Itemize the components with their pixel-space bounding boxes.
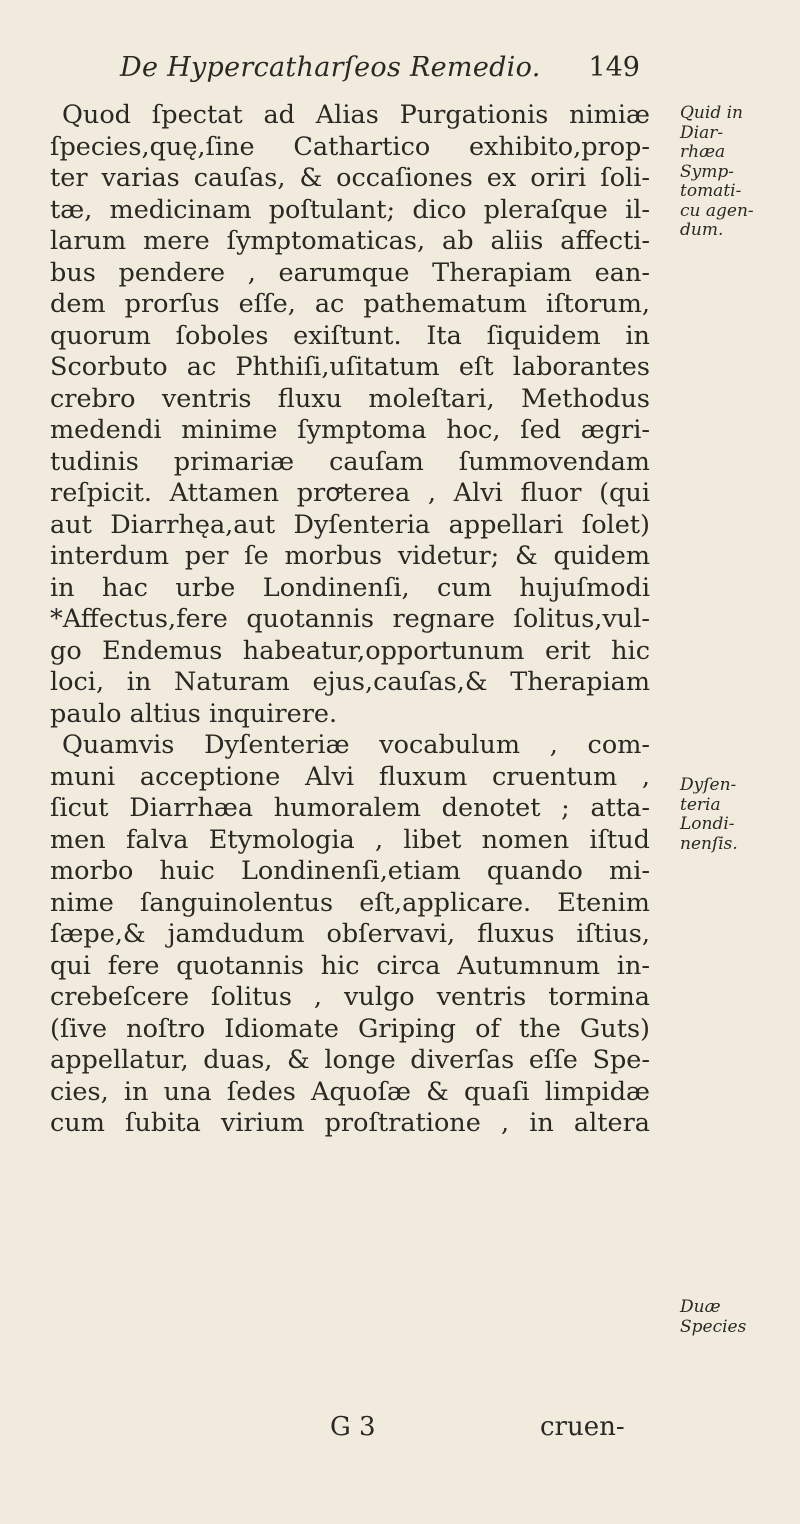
text-line: interdum per ſe morbus videtur; & quidem: [50, 541, 650, 571]
running-title: De Hypercatharſeos Remedio.: [120, 52, 541, 83]
text-line: Scorbuto ac Phthiſi,uſitatum eſt laborantes: [50, 352, 650, 382]
text-line: paulo altius inquirere.: [50, 698, 338, 729]
text-line: Quod ſpectat ad Alias Purgationis nimiæ: [62, 100, 650, 130]
margin-note-line: Diar-: [680, 122, 724, 143]
margin-note-line: Dyſen-: [680, 775, 737, 795]
text-line: dem prorſus eſſe, ac pathematum iſtorum,: [50, 289, 650, 319]
page-number: 149: [588, 52, 640, 83]
text-line: bus pendere , earumque Therapiam ean-: [50, 257, 650, 288]
text-line: tudinis primariæ cauſam ſummovendam: [50, 446, 650, 477]
text-line: Quamvis Dyſenteriæ vocabulum , com-: [62, 730, 650, 760]
text-line: nime ſanguinolentus eſt,applicare. Etenim: [50, 887, 650, 918]
text-line: cies, in una ſedes Aquoſæ & quaſi limpidæ: [50, 1076, 650, 1107]
margin-note-line: tomati-: [680, 181, 742, 201]
text-line: qui fere quotannis hic circa Autumnum in-: [50, 950, 650, 981]
text-line: larum mere ſymptomaticas, ab aliis affecti-: [50, 226, 650, 256]
running-head: [120, 52, 640, 92]
text-line: morbo huic Londinenſi,etiam quando mi-: [50, 856, 650, 886]
margin-note-dysenteria: [680, 776, 738, 854]
text-line: ſicut Diarrhæa humoralem denotet ; atta-: [50, 793, 650, 823]
page-footer: [0, 1412, 800, 1452]
signature-mark: G 3: [330, 1412, 376, 1442]
text-line: appellatur, duas, & longe diverſas eſſe Spe-: [50, 1045, 650, 1075]
text-line: crebro ventris fluxu moleſtari, Methodus: [50, 383, 650, 414]
body-text: [50, 100, 650, 1140]
text-line: quorum ſoboles exiſtunt. Ita ſiquidem in: [50, 320, 650, 351]
text-line: in hac urbe Londinenſi, cum hujuſmodi: [50, 572, 650, 603]
text-line: loci, in Naturam ejus,cauſas,& Therapiam: [50, 667, 650, 697]
catchword: cruen-: [540, 1412, 625, 1442]
margin-note-line: nenſis.: [680, 833, 738, 854]
margin-note-line: dum.: [680, 220, 724, 240]
text-line: ſæpe,& jamdudum obſervavi, fluxus iſtius,: [50, 919, 650, 949]
margin-note-line: Species: [680, 1316, 747, 1337]
margin-note-line: Londi-: [680, 814, 735, 834]
text-line: ſpecies,quę,ſine Cathartico exhibito,prop-: [50, 131, 650, 162]
text-line: *Affectus,fere quotannis regnare ſolitus,vul-: [50, 604, 650, 634]
margin-note-line: Symp-: [680, 161, 734, 182]
text-line: men falva Etymologia , libet nomen iſtud: [50, 824, 650, 855]
text-line: tæ, medicinam poſtulant; dico pleraſque il-: [50, 194, 650, 225]
text-line: go Endemus habeatur,opportunum erit hic: [50, 635, 650, 666]
text-line: medendi minime ſymptoma hoc, ſed ægri-: [50, 415, 650, 445]
text-line: aut Diarrhęa,aut Dyſenteria appellari ſolet): [50, 509, 650, 540]
margin-note-line: Quid in: [680, 103, 743, 123]
text-line: cum ſubita virium proſtratione , in altera: [50, 1108, 650, 1138]
text-line: (ſive noſtro Idiomate Griping of the Guts): [50, 1013, 650, 1044]
margin-note-diarrhaea: [680, 104, 754, 241]
margin-note-line: rhæa: [680, 142, 726, 162]
margin-note-line: Duæ: [680, 1297, 721, 1317]
text-line: reſpicit. Attamen prꝍterea , Alvi fluor (qui: [50, 478, 650, 508]
margin-note-line: cu agen-: [680, 200, 754, 221]
text-line: ter varias cauſas, & occaſiones ex oriri ſoli-: [50, 163, 650, 193]
margin-note-species: [680, 1298, 746, 1337]
margin-note-line: teria: [680, 794, 721, 815]
text-line: muni acceptione Alvi fluxum cruentum ,: [50, 761, 650, 792]
text-line: crebeſcere ſolitus , vulgo ventris tormina: [50, 982, 650, 1012]
